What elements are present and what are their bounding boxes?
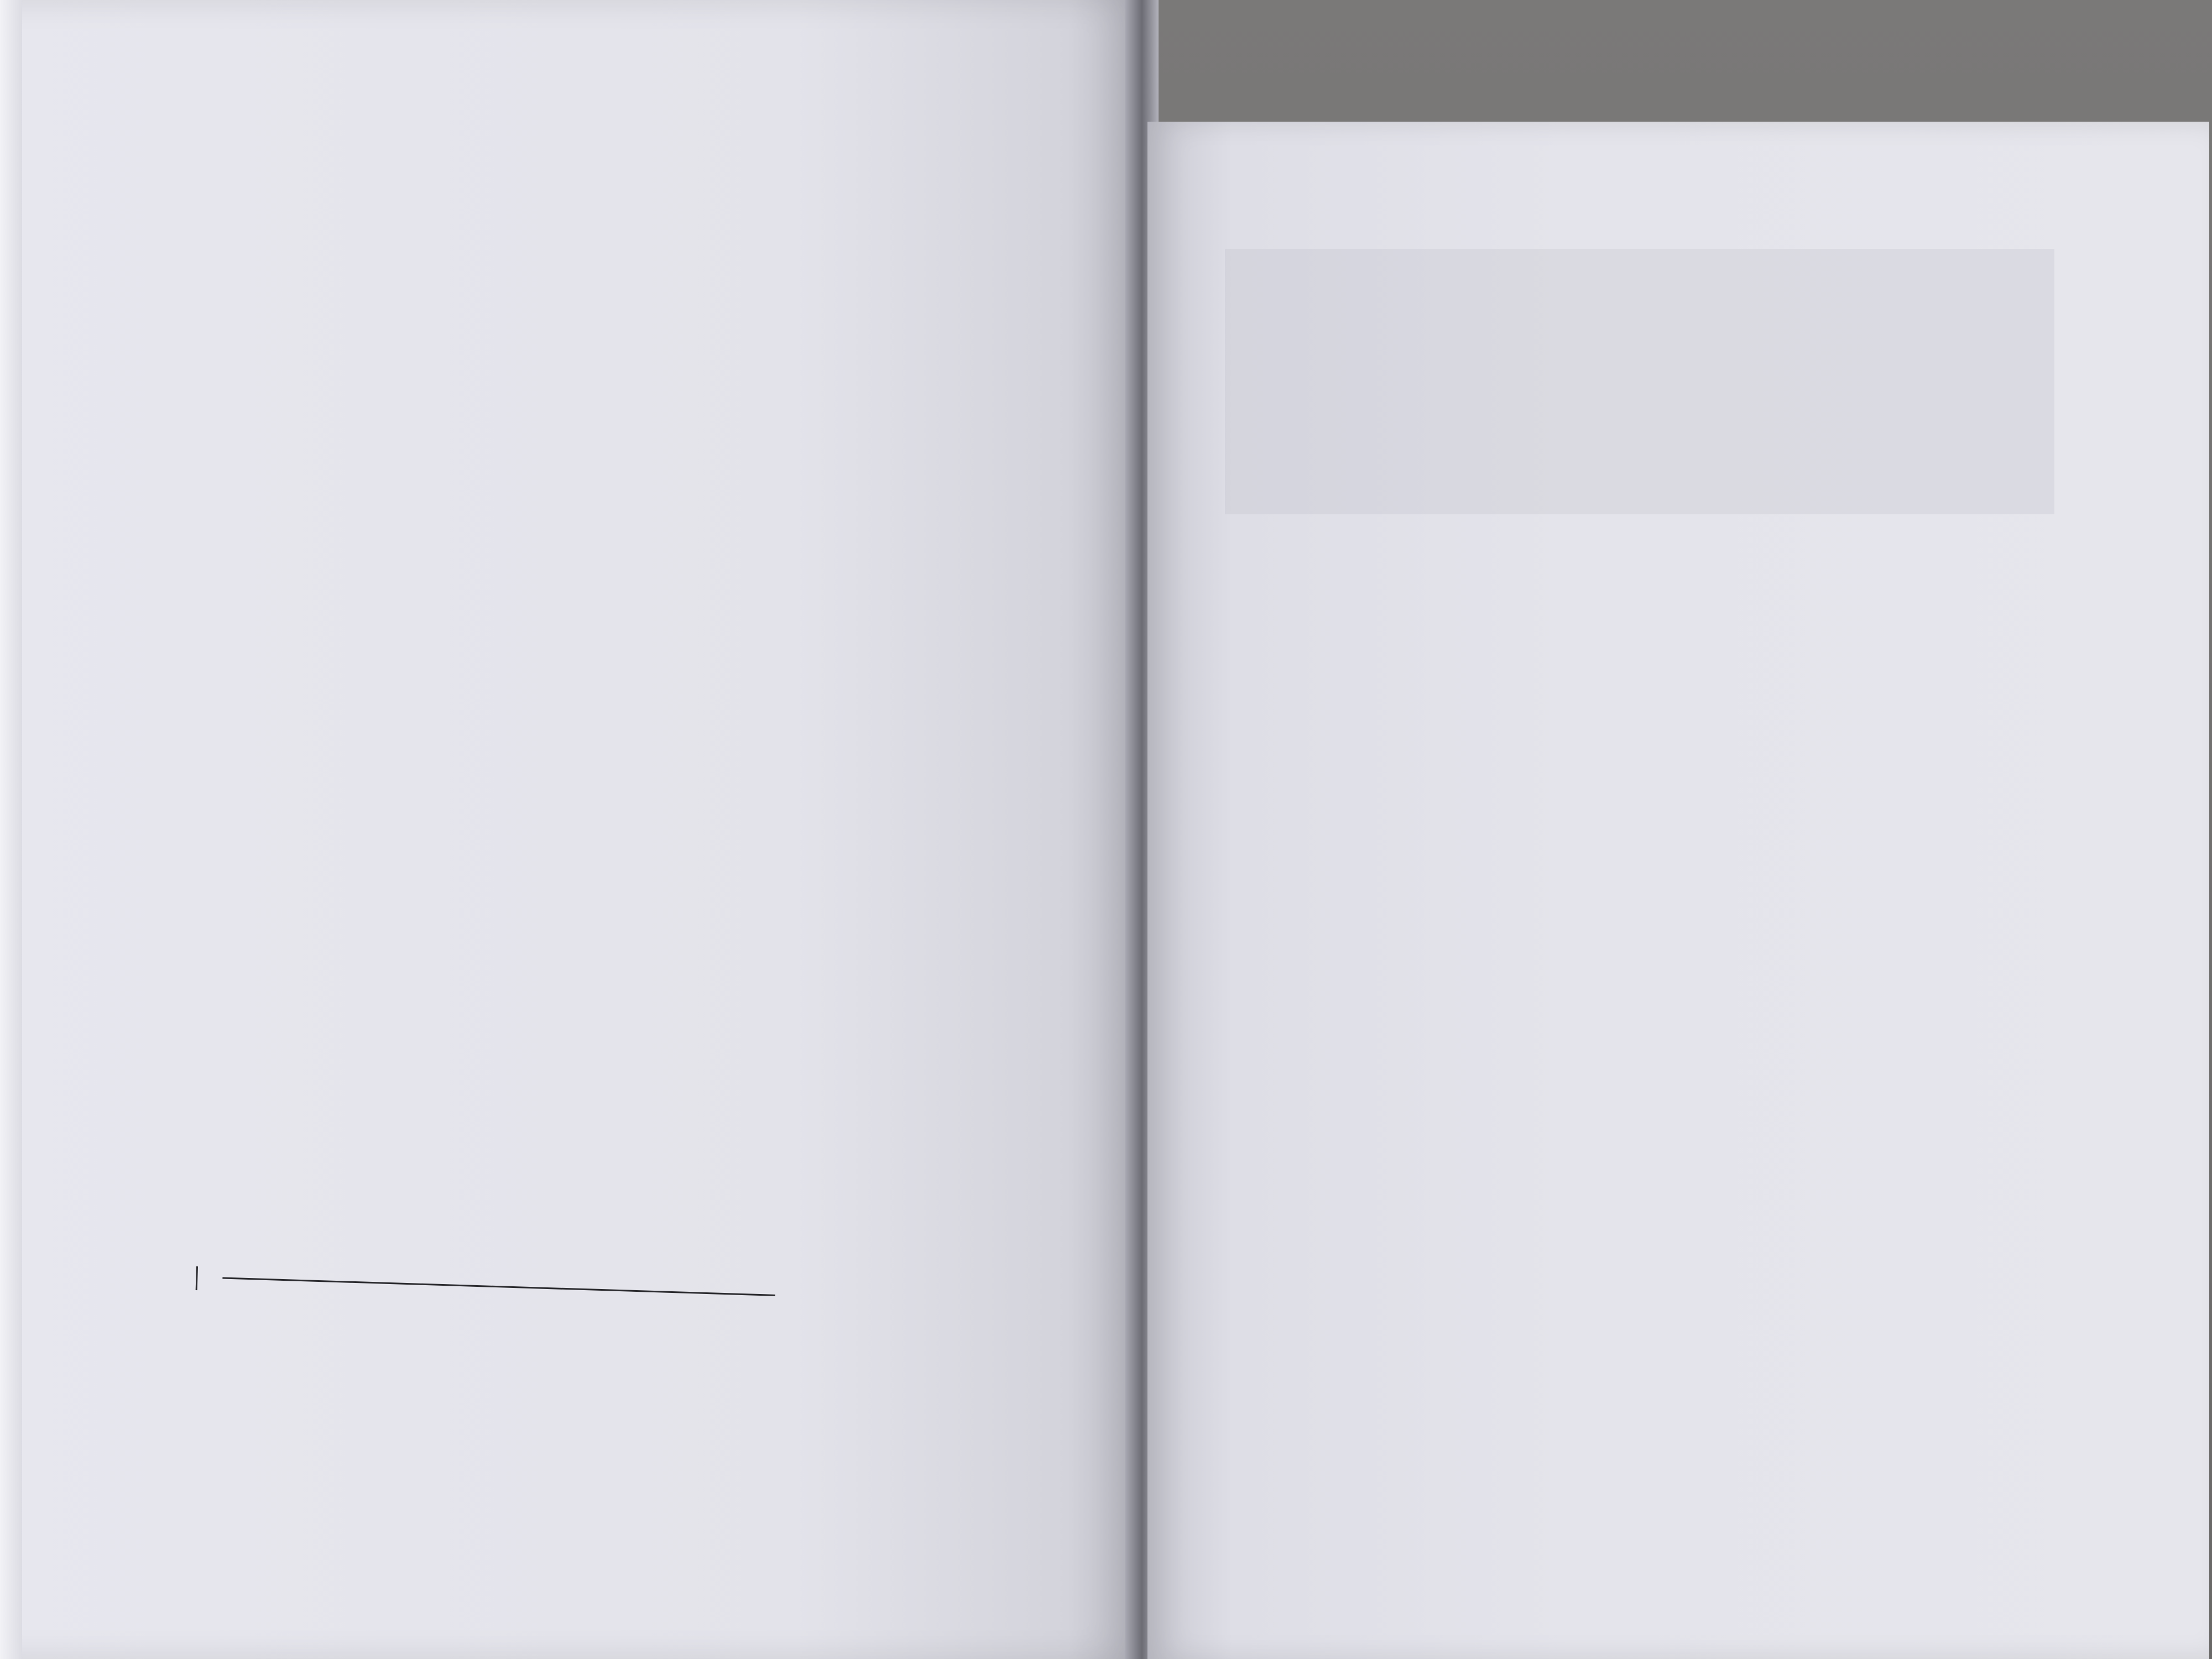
original-title	[177, 155, 1073, 175]
credit-block	[174, 299, 1070, 319]
catalog-line	[223, 1267, 831, 1287]
left-page-edge	[0, 0, 22, 1659]
catalog-line	[223, 1267, 831, 1287]
spacer	[174, 188, 1072, 286]
original-title-block	[177, 155, 1073, 175]
right-page	[1147, 122, 2209, 1659]
credit-role	[174, 299, 1070, 319]
credit-name	[174, 299, 1070, 319]
credit-name	[174, 299, 1070, 319]
imprint-text	[174, 155, 1072, 319]
credit-role	[174, 299, 1070, 319]
catalog-divider	[222, 1277, 775, 1296]
credit-name	[174, 299, 1070, 319]
watermark-band	[1225, 249, 2054, 514]
credit-block	[174, 299, 1070, 319]
catalog-box	[196, 1266, 831, 1310]
original-title-label	[177, 155, 1073, 175]
credit-block	[174, 299, 1070, 319]
credit-role	[174, 299, 1070, 319]
